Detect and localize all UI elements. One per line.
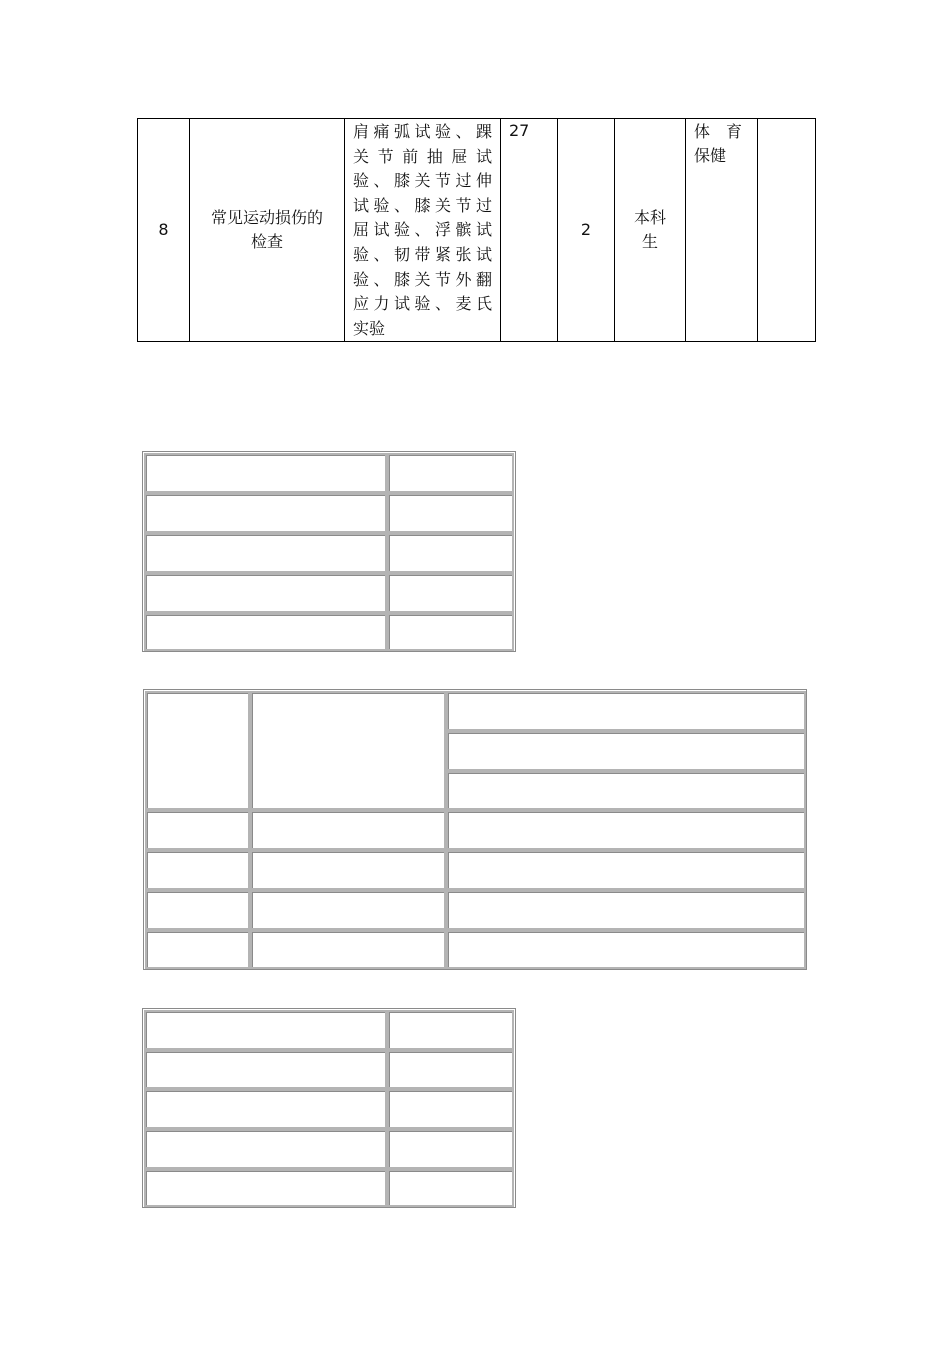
table-cell (250, 691, 446, 810)
content-line: 实验 (353, 318, 386, 338)
course-name-line: 检查 (250, 232, 283, 252)
department-cell (686, 119, 758, 342)
table-cell (144, 613, 387, 651)
table-cell (387, 1129, 514, 1169)
hours-value: 27 (509, 121, 530, 140)
table-cell (387, 613, 514, 651)
table-row (138, 119, 816, 342)
content-line: 试验、膝关节过 (353, 195, 492, 215)
audience-line: 本科 (633, 208, 666, 228)
table-cell (145, 850, 250, 890)
table-cell (387, 1050, 514, 1089)
table-cell (144, 573, 387, 613)
empty-table-3 (142, 1008, 516, 1208)
table-cell (145, 691, 250, 810)
table-cell (144, 493, 387, 533)
table-cell (387, 493, 514, 533)
empty-table-2 (143, 689, 807, 970)
table-cell (250, 850, 446, 890)
value-cell (558, 119, 615, 342)
table-cell (145, 810, 250, 850)
table-cell (446, 890, 806, 930)
row-index: 8 (158, 220, 169, 240)
row-index-cell (138, 119, 190, 342)
content-line: 屈试验、浮髌试 (353, 220, 492, 240)
table-cell (144, 533, 387, 573)
table-cell (446, 850, 806, 890)
table-cell (144, 1129, 387, 1169)
table-cell (387, 1010, 514, 1050)
content-line: 验、膝关节外翻 (353, 269, 492, 289)
course-content-cell (345, 119, 501, 342)
empty-table-1 (142, 451, 516, 652)
table-cell (144, 453, 387, 493)
table-cell (144, 1089, 387, 1129)
table-cell (144, 1010, 387, 1050)
audience-line: 生 (641, 232, 658, 252)
table-cell (145, 930, 250, 969)
remark-cell (758, 119, 816, 342)
table-cell (145, 890, 250, 930)
table-cell (387, 573, 514, 613)
table-cell (446, 930, 806, 969)
department-line: 体 育 (694, 122, 743, 141)
table-cell (144, 1050, 387, 1089)
course-name-cell (190, 119, 345, 342)
content-line: 验、膝关节过伸 (353, 171, 492, 191)
table-cell (446, 731, 806, 771)
content-line: 关节前抽屉试 (353, 146, 492, 166)
table-cell (250, 930, 446, 969)
table-cell (387, 533, 514, 573)
table-cell (387, 1089, 514, 1129)
course-name-line: 常见运动损伤的 (210, 208, 323, 228)
table-cell (446, 810, 806, 850)
content-line: 验、韧带紧张试 (353, 244, 492, 264)
content-line: 肩痛弧试验、踝 (353, 122, 492, 141)
table-cell (250, 890, 446, 930)
content-line: 应力试验、麦氏 (353, 294, 492, 314)
table-cell (250, 810, 446, 850)
table-cell (446, 771, 806, 810)
value-text: 2 (580, 220, 592, 240)
table-cell (387, 453, 514, 493)
audience-cell (615, 119, 686, 342)
table-cell (446, 691, 806, 731)
hours-cell (501, 119, 558, 342)
course-table (137, 118, 816, 342)
department-line: 保健 (694, 146, 727, 165)
table-cell (144, 1169, 387, 1207)
table-cell (387, 1169, 514, 1207)
